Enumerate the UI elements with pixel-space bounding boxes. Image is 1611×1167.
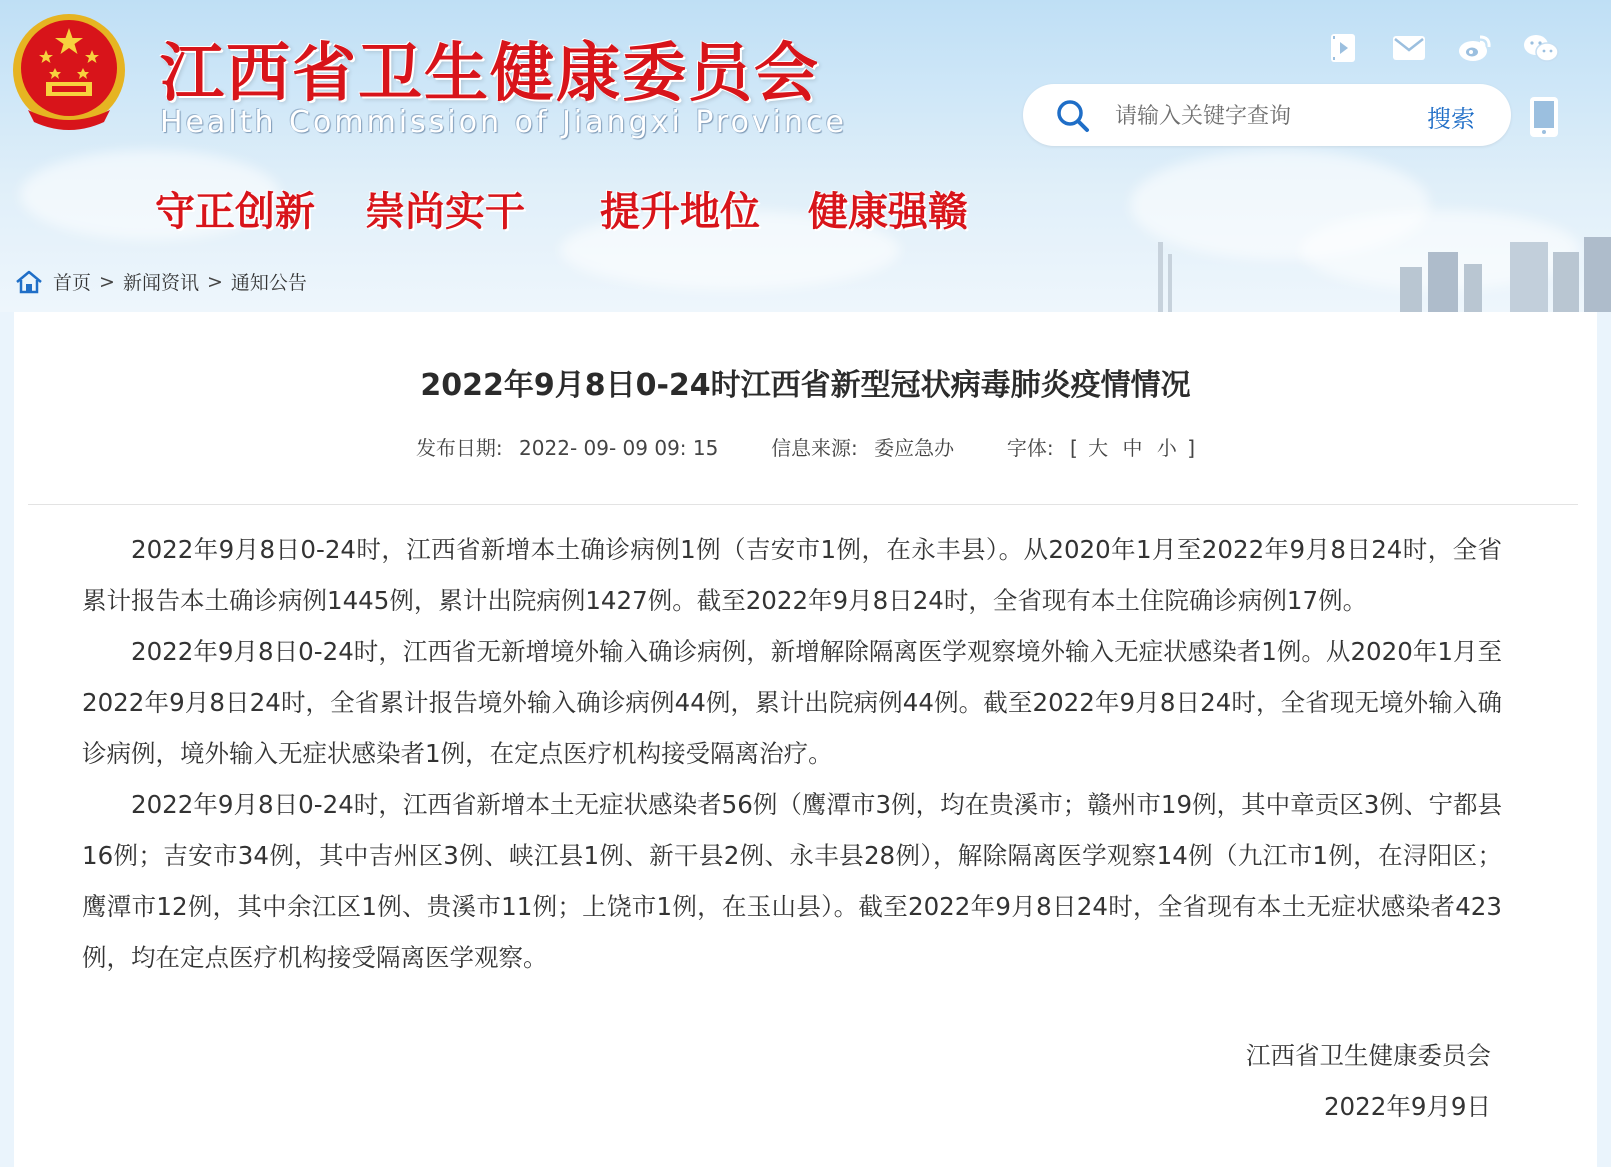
article-meta	[14, 432, 1597, 461]
search-input[interactable]	[1113, 96, 1417, 136]
font-size-bracket-close: ]	[1187, 436, 1196, 460]
mobile-icon[interactable]	[1528, 96, 1560, 138]
slogan-4: 健康强赣	[808, 188, 968, 235]
header-banner	[0, 0, 1611, 312]
slogan-3: 提升地位	[600, 188, 760, 235]
publish-date: 2022- 09- 09 09: 15	[519, 436, 719, 460]
wechat-icon[interactable]	[1523, 30, 1559, 66]
search-box	[1023, 84, 1511, 146]
signature-date: 2022年9月9日	[1323, 1092, 1491, 1121]
source-value: 委应急办	[874, 436, 955, 460]
mail-icon[interactable]	[1391, 30, 1427, 66]
weibo-icon[interactable]	[1457, 30, 1493, 66]
article-paragraph: 2022年9月8日0-24时，江西省新增本土确诊病例1例（吉安市1例，在永丰县）。从2020年1月至2022年9月8日24时，全省累计报告本土确诊病例1445例，累计出院病例1427例。截至2022年9月8日24时，全省现有本土住院确诊病例17例。	[82, 535, 1502, 615]
divider	[28, 504, 1578, 505]
article-title: 2022年9月8日0-24时江西省新型冠状病毒肺炎疫情情况	[420, 368, 1191, 403]
signature-block	[1246, 1030, 1491, 1132]
font-size-label: 字体:	[1006, 436, 1054, 460]
slogan-bar	[155, 180, 968, 237]
article-panel	[14, 312, 1597, 1167]
font-size-small-button[interactable]: 小	[1156, 436, 1177, 460]
font-size-medium-button[interactable]: 中	[1122, 436, 1143, 460]
article-paragraph: 2022年9月8日0-24时，江西省新增本土无症状感染者56例（鹰潭市3例，均在贵溪市；赣州市19例，其中章贡区3例、宁都县16例；吉安市34例，其中吉州区3例、峡江县1例、新干县2例、永丰县28例），解除隔离医学观察14例（九江市1例，在浔阳区；鹰潭市12例，其中余江区1例、贵溪市11例；上饶市1例，在玉山县）。截至2022年9月8日24时，全省现有本土无症状感染者423例，均在定点医疗机构接受隔离医学观察。	[82, 790, 1502, 972]
national-emblem-icon	[8, 10, 130, 138]
breadcrumb-separator: >	[206, 270, 223, 293]
breadcrumb-separator: >	[99, 270, 115, 293]
breadcrumb-news[interactable]: 新闻资讯	[122, 272, 199, 294]
site-subtitle: Health Commission of Jiangxi Province	[160, 105, 847, 140]
site-title: 江西省卫生健康委员会	[160, 36, 820, 111]
search-button[interactable]: 搜索	[1421, 98, 1481, 135]
article-body	[82, 524, 1502, 983]
publish-date-label: 发布日期:	[415, 436, 503, 460]
slogan-1: 守正创新	[155, 188, 315, 235]
social-icons	[1325, 30, 1559, 66]
breadcrumb-home[interactable]: 首页	[53, 272, 92, 294]
source-label: 信息来源:	[771, 436, 858, 460]
article-paragraph: 2022年9月8日0-24时，江西省无新增境外输入确诊病例，新增解除隔离医学观察境外输入无症状感染者1例。从2020年1月至2022年9月8日24时，全省累计报告境外输入确诊病例44例，累计出院病例44例。截至2022年9月8日24时，全省现无境外输入确诊病例，境外输入无症状感染者1例，在定点医疗机构接受隔离治疗。	[82, 637, 1502, 768]
video-icon[interactable]	[1325, 30, 1361, 66]
slogan-2: 崇尚实干	[365, 188, 525, 235]
home-icon[interactable]	[15, 270, 43, 294]
search-icon[interactable]	[1055, 98, 1091, 134]
breadcrumb	[15, 268, 307, 295]
font-size-large-button[interactable]: 大	[1088, 436, 1109, 460]
signature-org: 江西省卫生健康委员会	[1246, 1041, 1491, 1070]
breadcrumb-notices[interactable]: 通知公告	[230, 272, 307, 294]
font-size-bracket-open: [	[1070, 436, 1078, 460]
